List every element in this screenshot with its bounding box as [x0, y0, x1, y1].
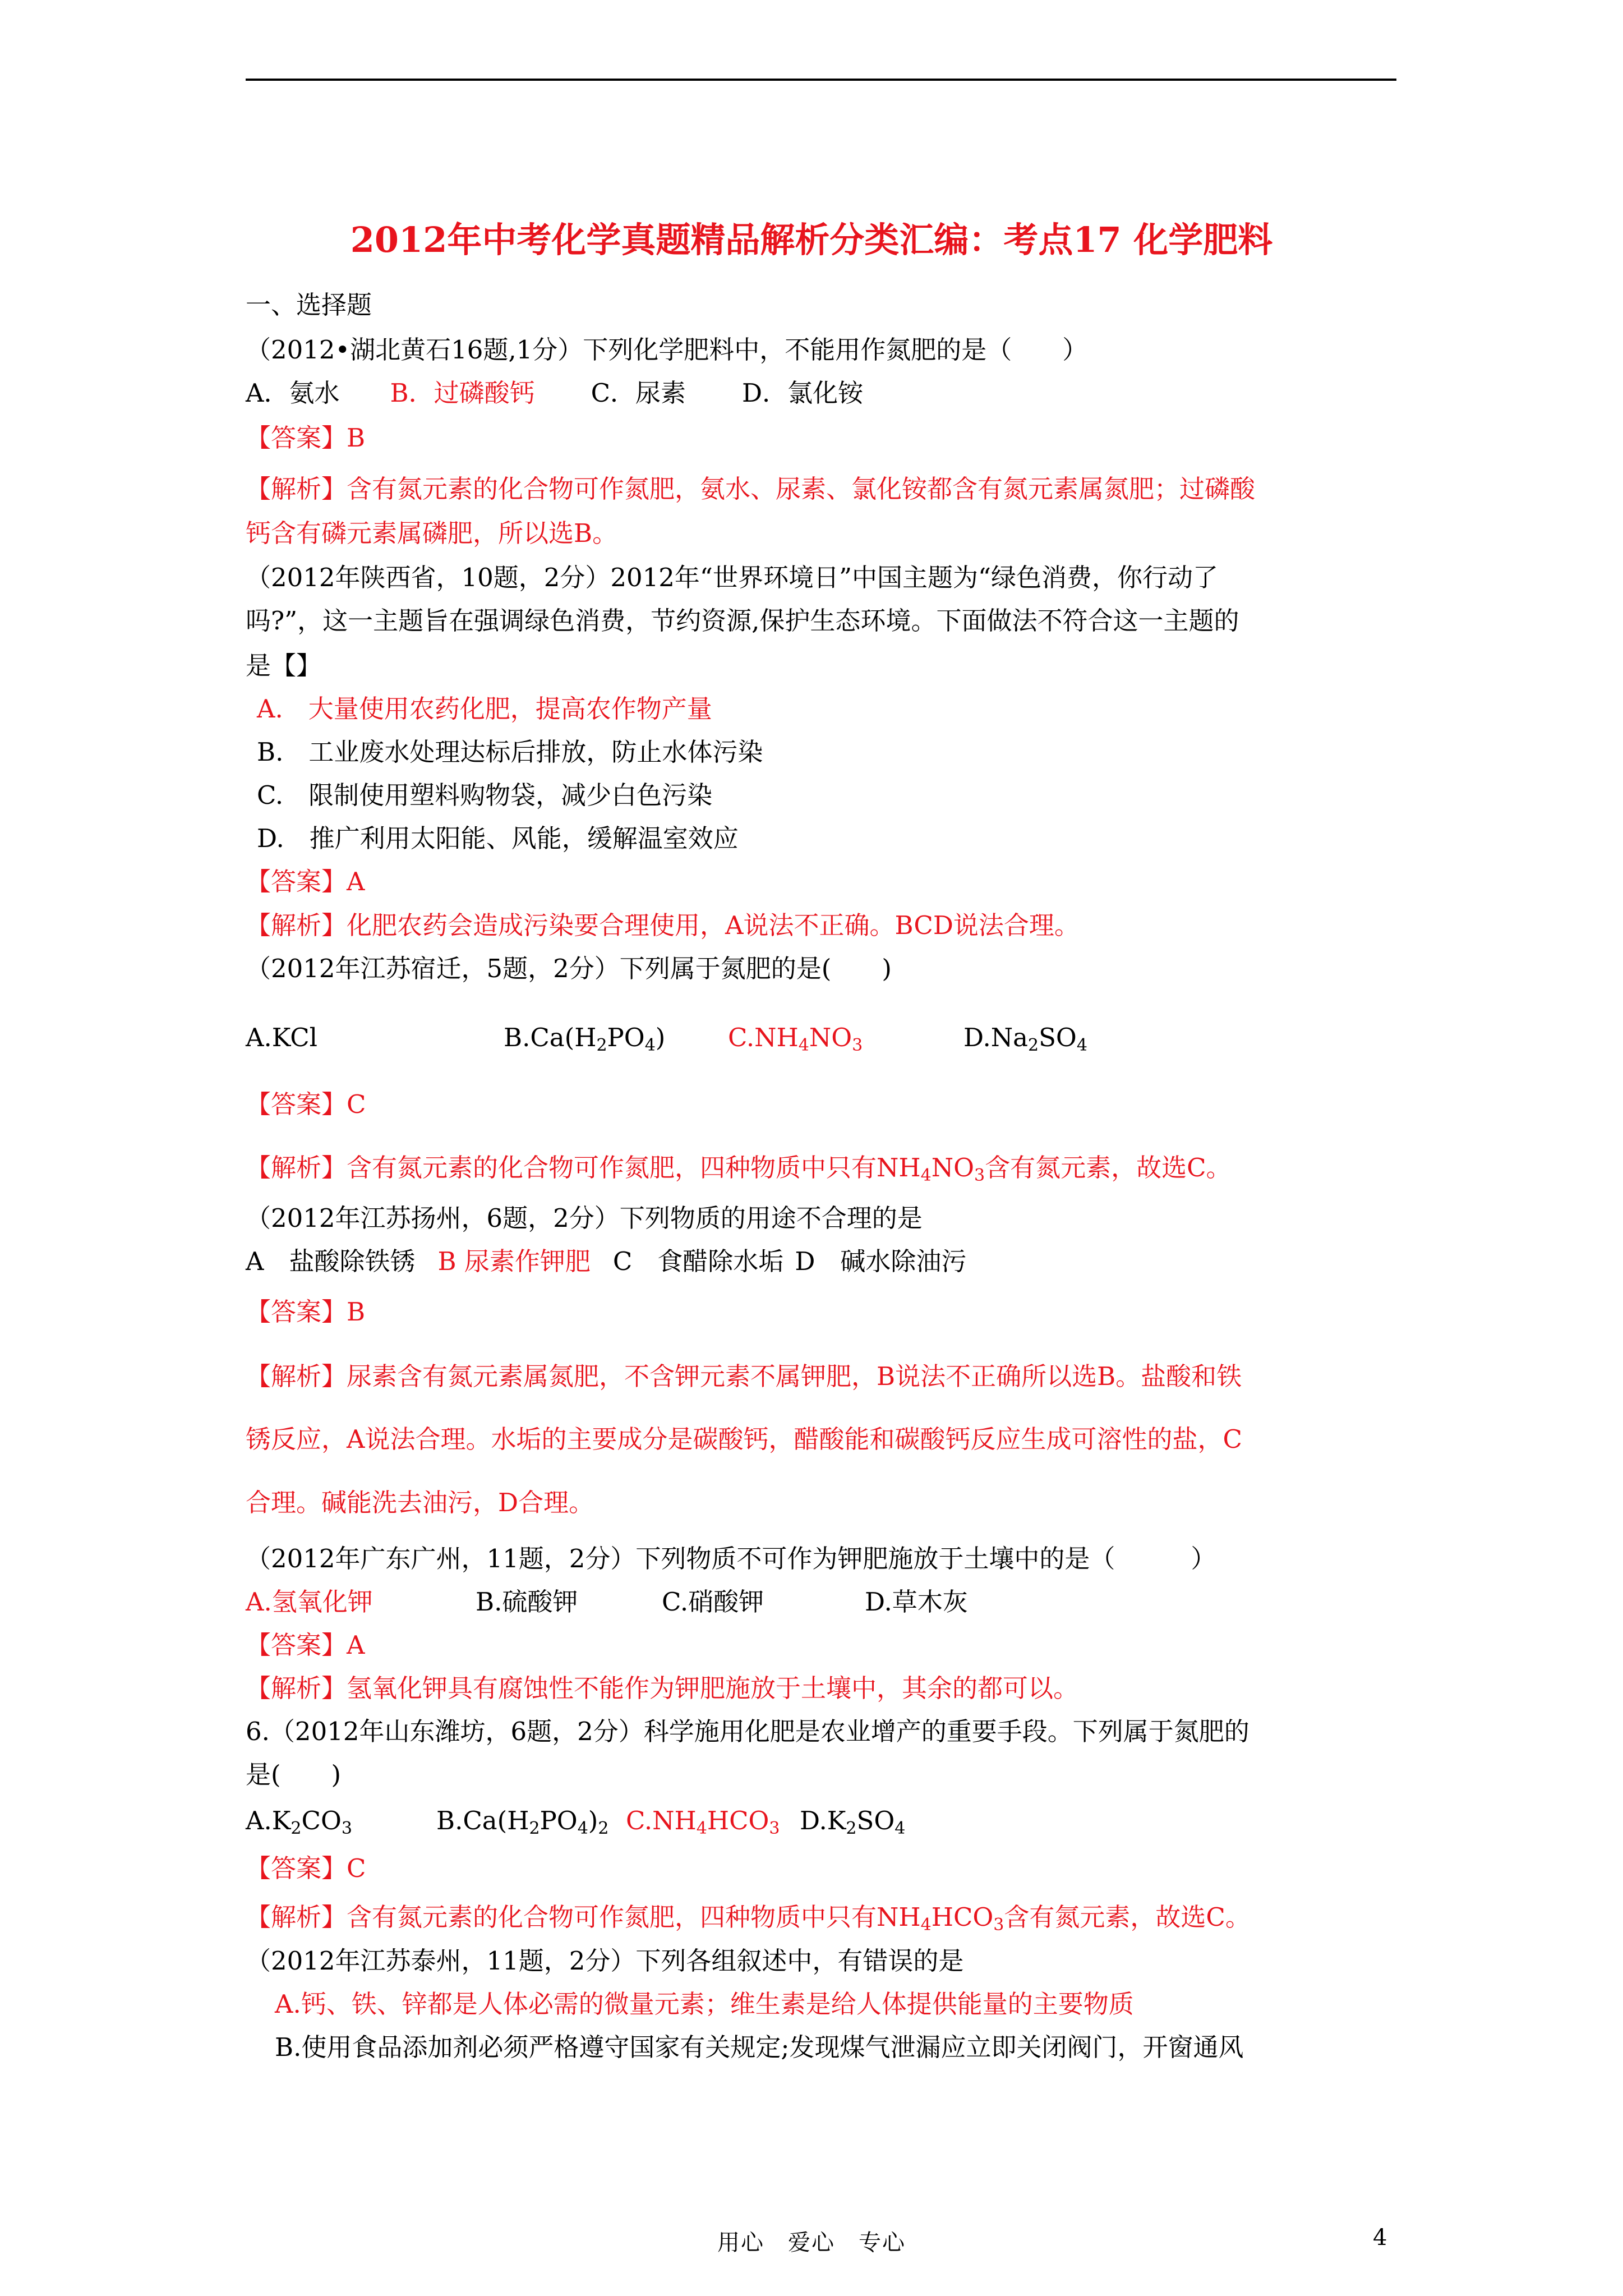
q6-analysis: 【解析】含有氮元素的化合物可作氮肥，四种物质中只有$NH_4HCO_3$含有氮元素，故选C。 [246, 1902, 1251, 1935]
q5-analysis: 【解析】氢氧化钾具有腐蚀性不能作为钾肥施放于土壤中，其余的都可以。 [246, 1673, 1079, 1703]
q3-analysis: 【解析】含有氮元素的化合物可作氮肥，四种物质中只有$NH_4NO_3$含有氮元素，故选C。 [246, 1153, 1232, 1185]
q2-option-b: B. 工业废水处理达标后排放，防止水体污染 [257, 737, 763, 767]
q1-options [246, 376, 863, 410]
page-title: 2012年中考化学真题精品解析分类汇编：考点17 化学肥料 [350, 219, 1273, 260]
q3-options [246, 1021, 1087, 1055]
q5-stem: （2012年广东广州，11题，2分）下列物质不可作为钾肥施放于土壤中的是（ ） [246, 1544, 1216, 1573]
q4-option-d: D 碱水除油污 [795, 1246, 967, 1276]
footer-motto: 用心 爱心 专心 [717, 2230, 906, 2256]
q2-stem-line-2: 吗?”，这一主题旨在强调绿色消费，节约资源,保护生态环境。下面做法不符合这一主题的 [246, 606, 1239, 636]
header-rule [246, 79, 1396, 81]
q3-option-c: $C.NH_4NO_3$ [728, 1023, 863, 1055]
q3-answer: 【答案】C [246, 1089, 366, 1119]
q1-option-b: B．过磷酸钙 [390, 378, 535, 408]
q4-analysis-line-3: 合理。碱能洗去油污，D合理。 [246, 1488, 594, 1517]
q1-analysis-line-1: 【解析】含有氮元素的化合物可作氮肥，氨水、尿素、氯化铵都含有氮元素属氮肥；过磷酸 [246, 474, 1256, 504]
q4-stem: （2012年江苏扬州，6题，2分）下列物质的用途不合理的是 [246, 1203, 923, 1233]
q2-answer: 【答案】A [246, 867, 365, 896]
q6-option-d: $D.K_2SO_4$ [800, 1806, 906, 1838]
q4-answer: 【答案】B [246, 1297, 366, 1327]
q1-analysis-line-2: 钙含有磷元素属磷肥，所以选B。 [246, 518, 618, 548]
q6-stem-line-1: 6.（2012年山东潍坊，6题，2分）科学施用化肥是农业增产的重要手段。下列属于氮肥的 [246, 1717, 1249, 1746]
q5-answer: 【答案】A [246, 1630, 365, 1660]
q4-option-b: B 尿素作钾肥 [437, 1246, 591, 1276]
q2-stem-line-1: （2012年陕西省，10题，2分）2012年“世界环境日”中国主题为“绿色消费，你行动了 [246, 563, 1218, 592]
q6-stem-line-2: 是( ) [246, 1760, 342, 1789]
q1-option-a: A．氨水 [246, 378, 340, 408]
q3-option-b: $B.Ca(H_2PO_4)$ [504, 1023, 666, 1055]
q4-option-c: C 食醋除水垢 [612, 1246, 784, 1276]
q1-stem: （2012•湖北黄石16题,1分）下列化学肥料中，不能用作氮肥的是（ ） [246, 335, 1088, 365]
q2-option-c: C. 限制使用塑料购物袋，减少白色污染 [257, 780, 713, 810]
q2-option-a: A. 大量使用农药化肥，提高农作物产量 [257, 694, 712, 724]
q2-stem-line-3: 是【】 [246, 651, 322, 680]
q1-answer: 【答案】B [246, 423, 366, 453]
q2-analysis: 【解析】化肥农药会造成污染要合理使用，A说法不正确。BCD说法合理。 [246, 910, 1080, 940]
q6-answer: 【答案】C [246, 1853, 366, 1883]
q1-option-c: C．尿素 [591, 378, 686, 408]
q5-options [246, 1585, 968, 1619]
q6-option-a: $A.K_2CO_3$ [246, 1806, 352, 1838]
q4-options [246, 1245, 966, 1278]
q6-options [246, 1804, 905, 1838]
q5-option-b: B.硫酸钾 [476, 1587, 578, 1617]
q4-analysis-line-2: 锈反应，A说法合理。水垢的主要成分是碳酸钙，醋酸能和碳酸钙反应生成可溶性的盐，C [246, 1424, 1242, 1454]
q6-option-c: $C.NH_4HCO_3$ [626, 1806, 780, 1838]
section-heading: 一、选择题 [246, 290, 372, 320]
page-number: 4 [1373, 2225, 1387, 2251]
q3-option-a: A.KCl [246, 1023, 318, 1052]
q3-option-d: $D.Na_2SO_4$ [963, 1023, 1087, 1055]
q3-stem: （2012年江苏宿迁，5题，2分）下列属于氮肥的是( ) [246, 954, 892, 983]
q6-option-b: $B.Ca(H_2PO_4)_2$ [436, 1806, 609, 1838]
q2-option-d: D. 推广利用太阳能、风能，缓解温室效应 [257, 823, 739, 853]
q4-option-a: A 盐酸除铁锈 [246, 1246, 416, 1276]
q7-option-b: B.使用食品添加剂必须严格遵守国家有关规定;发现煤气泄漏应立即关闭阀门，开窗通风 [275, 2032, 1244, 2062]
q7-option-a: A.钙、铁、锌都是人体必需的微量元素；维生素是给人体提供能量的主要物质 [275, 1989, 1134, 2019]
q5-option-c: C.硝酸钾 [662, 1587, 764, 1617]
q4-analysis-line-1: 【解析】尿素含有氮元素属氮肥，不含钾元素不属钾肥，B说法不正确所以选B。盐酸和铁 [246, 1361, 1242, 1391]
q1-option-d: D．氯化铵 [742, 378, 864, 408]
q7-stem: （2012年江苏泰州，11题，2分）下列各组叙述中，有错误的是 [246, 1946, 964, 1976]
q5-option-a: A.氢氧化钾 [246, 1587, 373, 1617]
q5-option-d: D.草木灰 [865, 1587, 968, 1617]
